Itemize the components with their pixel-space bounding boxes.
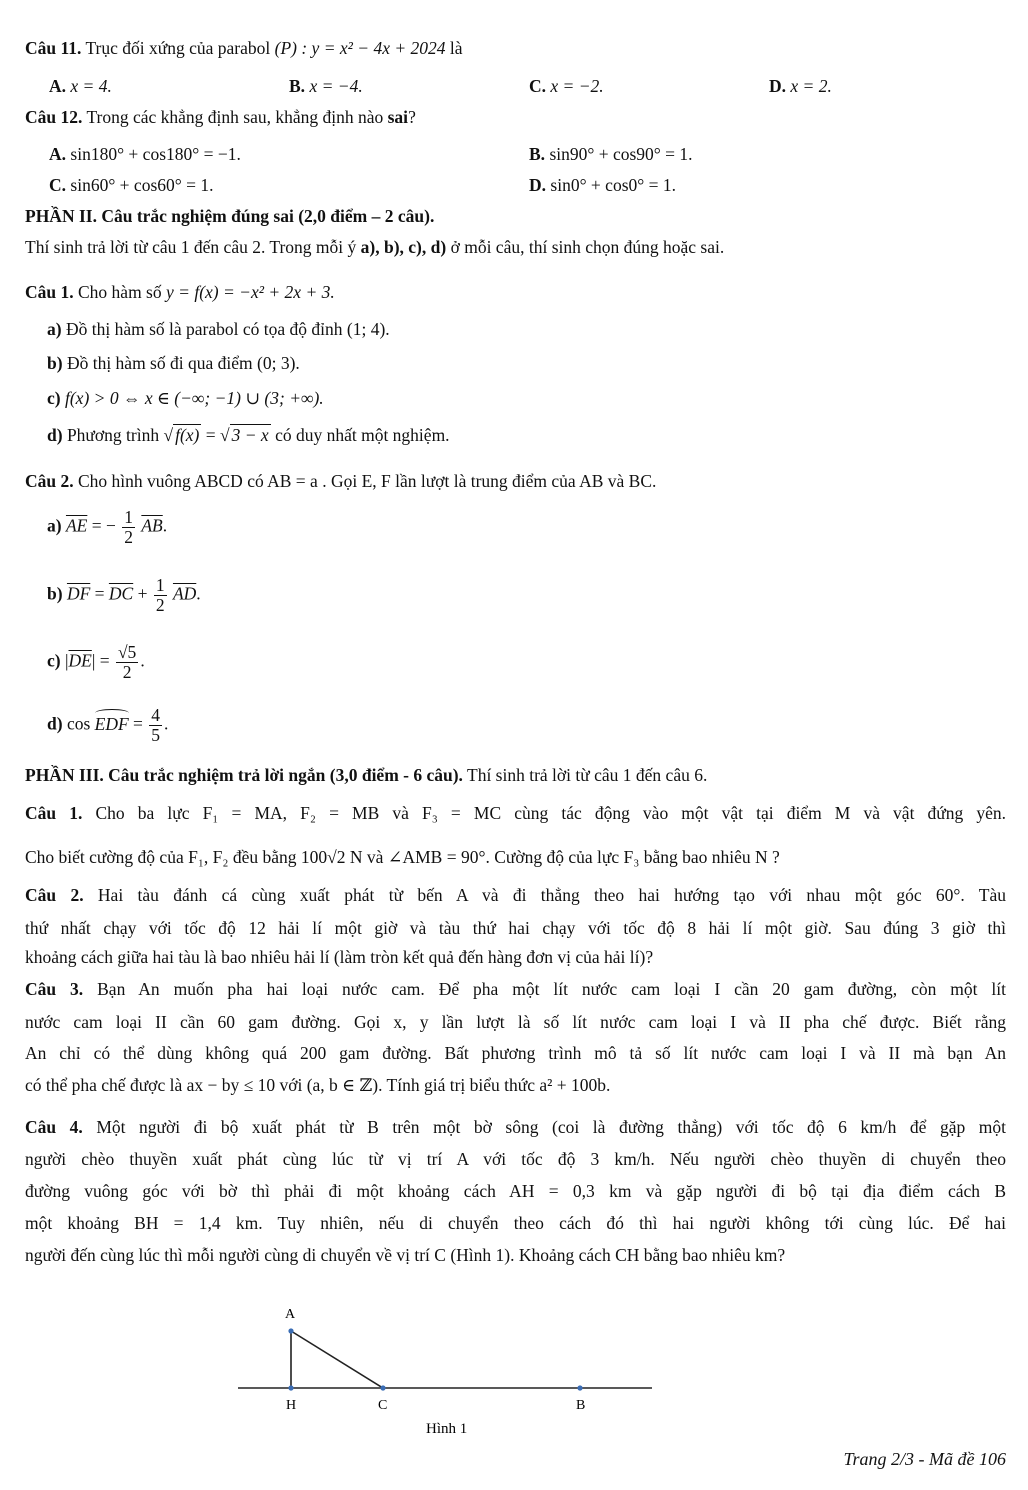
question-text: thứ nhất chạy với tốc độ 12 hải lí một giờ và tàu thứ hai chạy với tốc độ 8 hải lí một giờ. Sau đúng 3 giờ thì (25, 918, 1006, 938)
q12-option-c (49, 174, 214, 196)
p3q4-line-4 (25, 1212, 1006, 1234)
item-text: Đồ thị hàm số là parabol có tọa độ đỉnh (65, 319, 343, 339)
label-c: C (378, 1398, 388, 1413)
p3q4-line-3 (25, 1180, 1006, 1202)
segment-ac (291, 1331, 383, 1388)
instr-bold: a), b), c), d) (360, 237, 447, 257)
q12-option-a (49, 143, 241, 165)
option-key: A. (49, 76, 67, 96)
label-b: B (576, 1398, 586, 1413)
question-text: Cho hàm số (78, 282, 162, 302)
question-text: đường vuông góc với bờ thì phải đi một khoảng cách AH = 0,3 km và gặp người đi bộ tại địa điểm cách B (25, 1181, 1006, 1201)
p3q2-line-3 (25, 946, 1006, 968)
q11-option-a (49, 75, 112, 97)
option-key: B. (289, 76, 306, 96)
fraction (154, 576, 167, 615)
denominator: 2 (155, 595, 165, 615)
question-label: Câu 1. (25, 803, 83, 823)
option-value: x = −4. (309, 76, 363, 96)
question-text: khoảng cách giữa hai tàu là bao nhiêu hải lí (làm tròn kết quả đến hàng đơn vị của hải lí)? (25, 947, 654, 967)
numerator: 1 (124, 507, 133, 527)
vector: $\overline{AB}$ (141, 515, 163, 536)
part-2-instructions (25, 236, 1006, 258)
fraction (149, 706, 162, 745)
punct: . (164, 713, 169, 734)
question-text: người đến cùng lúc thì mỗi người cùng di chuyển về vị trí C (Hình 1). Khoảng cách CH bằng bao nhiêu km? (25, 1245, 786, 1265)
p2q1-item-d: d) Phương trình √ f(x) = √ 3 − x có duy nhất một nghiệm. (47, 425, 450, 445)
question-math: (P) : y = x² − 4x + 2024 (274, 38, 446, 58)
instr-text: Thí sinh trả lời từ câu 1 đến câu 2. Trong mỗi ý (25, 237, 357, 257)
fraction (116, 643, 138, 682)
option-key: D. (529, 175, 547, 195)
item-key: a) (47, 515, 62, 536)
option-key: A. (49, 144, 67, 164)
numerator: 4 (151, 705, 161, 725)
p2q1-item-c (47, 387, 324, 409)
sqrt-lhs: f(x) (175, 425, 200, 445)
cos-fn: cos (66, 713, 91, 734)
option-value: x = −2. (550, 76, 604, 96)
fraction (122, 508, 135, 547)
denominator: 2 (124, 527, 133, 547)
question-tail: là (449, 38, 463, 58)
vector: $\overline{DF}$ (66, 583, 91, 604)
sqrt-rhs: 3 − x (231, 425, 269, 445)
question-label: Câu 11. (25, 38, 82, 58)
p3q2-line-2 (25, 917, 1006, 939)
vector: $\overline{DC}$ (108, 583, 134, 604)
question-text: Trục đối xứng của parabol (85, 38, 271, 58)
question-label: Câu 1. (25, 282, 74, 302)
part-2-question-2 (25, 470, 1006, 492)
label-h: H (286, 1398, 297, 1413)
question-text: người chèo thuyền xuất phát cùng lúc từ vị trí A với tốc độ 3 km/h. Nếu người chèo thuyền di chuyển theo (25, 1149, 1006, 1169)
point-h (288, 1385, 293, 1390)
p2q2-item-a (47, 508, 167, 547)
p2q1-item-a (47, 318, 390, 340)
question-label: Câu 12. (25, 107, 83, 127)
question-text: Một người đi bộ xuất phát từ B trên một bờ sông (coi là đường thẳng) với tốc độ 6 km/h để gặp một (96, 1117, 1007, 1137)
question-text: Cho ba lực F₁ = MA, F₂ = MB và F₃ = MC cùng tác động vào một vật tại điểm M và vật đứng yên. (95, 803, 1007, 823)
page-footer: Trang 2/3 - Mã đề 106 (843, 1449, 1006, 1469)
numerator: 1 (155, 575, 165, 595)
punct: . (162, 515, 168, 536)
figure-caption: Hình 1 (426, 1421, 468, 1437)
item-key: d) (47, 425, 63, 445)
p2q1-item-b (47, 352, 300, 374)
question-label: Câu 2. (25, 471, 74, 491)
operator: = − (91, 515, 116, 536)
part-2-question-1 (25, 281, 1006, 303)
denominator: 2 (122, 662, 132, 682)
vector: $\overline{AD}$ (172, 583, 197, 604)
question-text: Hai tàu đánh cá cùng xuất phát từ bến A và đi thẳng theo hai hướng tạo với nhau một góc 60°. Tàu (97, 885, 1007, 905)
item-key: c) (47, 388, 61, 408)
q11-option-c (529, 75, 604, 97)
angle: EDF (94, 713, 129, 734)
p3q2-line-1 (25, 884, 1006, 906)
question-text: Cho hình vuông ABCD có AB = a . Gọi E, F lần lượt là trung điểm của AB và BC. (78, 471, 657, 491)
q11-option-b (289, 75, 363, 97)
question-11 (25, 37, 1006, 59)
item-tail: có duy nhất một nghiệm. (275, 425, 450, 445)
punct: . (196, 583, 201, 604)
p3q4-line-2 (25, 1148, 1006, 1170)
p2q2-item-c: c) $|\overline{DE}|$ = $\frac{√5}{2}$ . (47, 642, 145, 682)
p3q3-line-4 (25, 1074, 1006, 1096)
p3q3-line-3 (25, 1042, 1006, 1064)
p3q4-line-5 (25, 1244, 1006, 1266)
option-value: x = 4. (70, 76, 112, 96)
option-key: B. (529, 144, 546, 164)
operator: = (94, 583, 105, 604)
option-value: sin60° + cos60° = 1. (70, 175, 214, 195)
question-label: Câu 3. (25, 979, 84, 999)
item-math: (0; 3). (257, 353, 300, 373)
question-text: Bạn An muốn pha hai loại nước cam. Để pha một lít nước cam loại I cần 20 gam đường, còn một lít (97, 979, 1007, 999)
heading-text: PHẦN III. Câu trắc nghiệm trả lời ngắn (3,0 điểm - 6 câu). (25, 765, 463, 785)
denominator: 5 (151, 725, 161, 745)
item-math: (1; 4). (346, 319, 390, 339)
question-math: y = f(x) = −x² + 2x + 3. (166, 282, 335, 302)
p3q1-line-1 (25, 802, 1006, 824)
question-text: một khoảng BH = 1,4 km. Tuy nhiên, nếu di chuyển theo cách đó thì hai người không tới cùng lúc. Để hai (25, 1213, 1006, 1233)
numerator: √5 (117, 642, 137, 662)
q12-option-d (529, 174, 676, 196)
question-emphasis: sai (387, 107, 409, 127)
part-3-heading (25, 764, 1006, 786)
question-label: Câu 2. (25, 885, 84, 905)
option-value: sin90° + cos90° = 1. (549, 144, 693, 164)
question-text: nước cam loại II cần 60 gam đường. Gọi x, y lần lượt là số lít nước cam loại I và II pha chế được. Biết rằng (25, 1012, 1006, 1032)
question-text: Cho biết cường độ của F₁, F₂ đều bằng 100√2 N và ∠AMB = 90°. Cường độ của lực F₃ bằng bao nhiêu N ? (25, 847, 780, 867)
question-text: có thể pha chế được là ax − by ≤ 10 với (a, b ∈ ℤ). Tính giá trị biểu thức a² + 100b. (25, 1075, 611, 1095)
vector: $\overline{AE}$ (65, 515, 88, 536)
point-a (288, 1328, 293, 1333)
option-value: x = 2. (790, 76, 832, 96)
vector: $\overline{DE}$ (68, 650, 92, 671)
p3q4-line-1 (25, 1116, 1006, 1138)
point-b (577, 1385, 582, 1390)
question-label: Câu 4. (25, 1117, 83, 1137)
item-key: d) (47, 713, 63, 734)
question-text: An chỉ có thể dùng không quá 200 gam đường. Bất phương trình mô tả số lít nước cam loại I và II mà bạn An (25, 1043, 1006, 1063)
option-key: C. (529, 76, 547, 96)
question-12 (25, 106, 1006, 128)
item-key: a) (47, 319, 62, 339)
item-text: Đồ thị hàm số đi qua điểm (66, 353, 253, 373)
point-c (380, 1385, 385, 1390)
item-text: Phương trình (66, 425, 160, 445)
item-key: c) (47, 650, 61, 671)
punct: . (140, 650, 145, 671)
q11-option-d (769, 75, 832, 97)
instr-text: ở mỗi câu, thí sinh chọn đúng hoặc sai. (450, 237, 725, 257)
p2q2-item-b (47, 576, 201, 615)
operator: + (137, 583, 148, 604)
item-key: b) (47, 353, 63, 373)
label-a: A (285, 1307, 296, 1322)
item-math: f(x) > 0 ⇔ x ∈ (−∞; −1) ∪ (3; +∞). (64, 388, 324, 408)
question-tail: ? (408, 107, 416, 127)
question-text: Trong các khẳng định sau, khẳng định nào (86, 107, 384, 127)
option-key: C. (49, 175, 67, 195)
p2q2-item-d: d) cos EDF = $\frac{4}{5}$ . (47, 705, 169, 745)
instr-text: Thí sinh trả lời từ câu 1 đến câu 6. (467, 765, 708, 785)
p3q3-line-2 (25, 1011, 1006, 1033)
option-value: sin0° + cos0° = 1. (550, 175, 677, 195)
heading-text: PHẦN II. Câu trắc nghiệm đúng sai (2,0 điểm – 2 câu). (25, 206, 435, 226)
item-key: b) (47, 583, 63, 604)
p3q1-line-2 (25, 846, 1006, 868)
part-2-heading (25, 205, 1006, 227)
option-value: sin180° + cos180° = −1. (70, 144, 241, 164)
option-key: D. (769, 76, 787, 96)
q12-option-b (529, 143, 693, 165)
p3q3-line-1 (25, 978, 1006, 1000)
figure-1 (0, 1290, 1028, 1440)
